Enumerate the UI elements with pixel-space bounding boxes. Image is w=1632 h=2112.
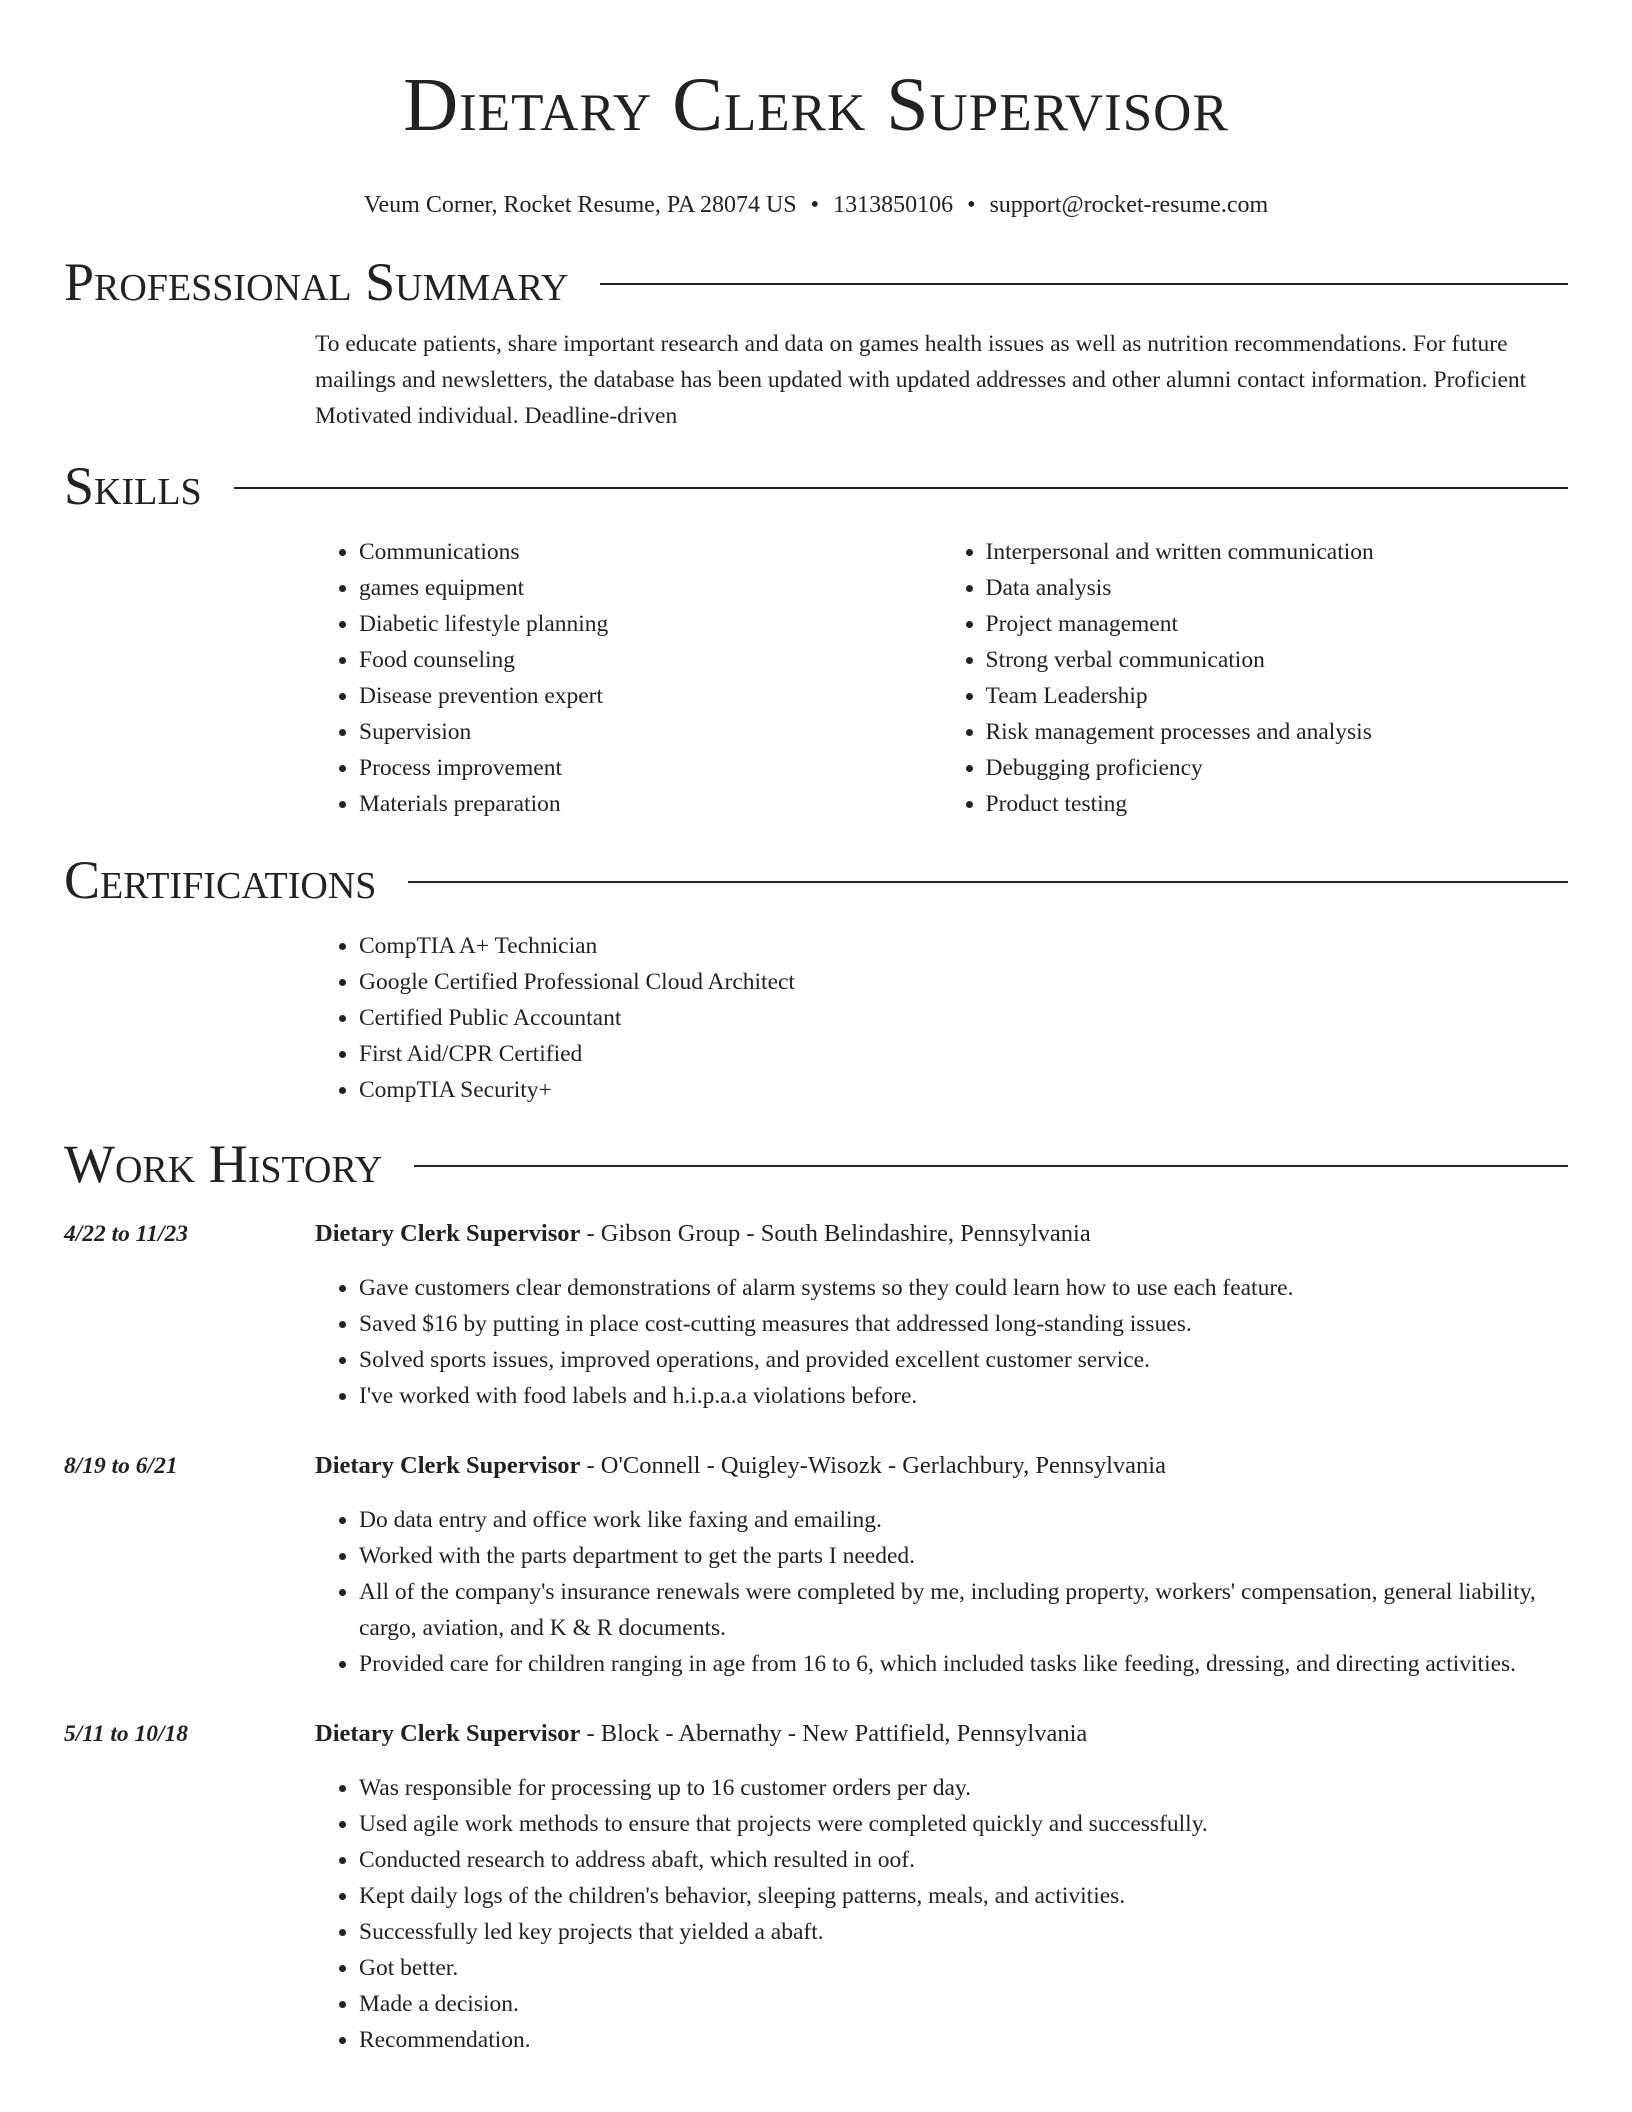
candidate-name: Dietary Clerk Supervisor (403, 63, 1229, 147)
job-details: - Block - Abernathy - New Pattifield, Pennsylvania (580, 1720, 1088, 1747)
contact-separator: • (967, 192, 976, 218)
certifications-list (315, 928, 1568, 1108)
job-bullet: • Do data entry and office work like faxing and emailing. (359, 1502, 1568, 1538)
job-entry (64, 1216, 1568, 1252)
skill-item: • Supervision (359, 714, 942, 750)
job-bullets (315, 1770, 1568, 2058)
certification-item: • First Aid/CPR Certified (359, 1036, 1568, 1072)
job-title-line (315, 1716, 1087, 1752)
job-bullets (315, 1502, 1568, 1682)
work-heading: Work History (64, 1134, 383, 1194)
summary-body (315, 326, 1568, 434)
certifications-heading: Certifications (64, 850, 377, 910)
section-divider (408, 881, 1568, 883)
certification-item: • CompTIA Security+ (359, 1072, 1568, 1108)
skills-list-left (315, 534, 942, 822)
job-details: - Gibson Group - South Belindashire, Pennsylvania (580, 1220, 1091, 1247)
skill-item: • Interpersonal and written communication (986, 534, 1569, 570)
job-bullet-list (315, 1270, 1568, 1414)
skill-item: • games equipment (359, 570, 942, 606)
job-bullet: • Worked with the parts department to get the parts I needed. (359, 1538, 1568, 1574)
job-bullet-list (315, 1502, 1568, 1682)
skill-item: • Product testing (986, 786, 1569, 822)
job-bullet: • Was responsible for processing up to 16 customer orders per day. (359, 1770, 1568, 1806)
job-bullet: • I've worked with food labels and h.i.p.a.a violations before. (359, 1378, 1568, 1414)
certification-item: • Google Certified Professional Cloud Architect (359, 964, 1568, 1000)
job-dates: 5/11 to 10/18 (64, 1721, 189, 1747)
skill-item: • Risk management processes and analysis (986, 714, 1569, 750)
skill-item: • Food counseling (359, 642, 942, 678)
job-bullet-list (315, 1770, 1568, 2058)
job-entry (64, 1448, 1568, 1484)
skills-section-header (64, 456, 1568, 516)
job-bullet: • Conducted research to address abaft, which resulted in oof. (359, 1842, 1568, 1878)
job-title: Dietary Clerk Supervisor (315, 1452, 581, 1479)
certifications-section-header (64, 850, 1568, 910)
job-title-line (315, 1216, 1091, 1252)
job-bullet: • Gave customers clear demonstrations of alarm systems so they could learn how to use each feature. (359, 1270, 1568, 1306)
job-title: Dietary Clerk Supervisor (315, 1720, 581, 1747)
job-title: Dietary Clerk Supervisor (315, 1220, 581, 1247)
skill-item: • Disease prevention expert (359, 678, 942, 714)
contact-address: Veum Corner, Rocket Resume, PA 28074 US (363, 192, 797, 218)
work-section-header (64, 1134, 1568, 1194)
job-bullet: • Recommendation. (359, 2022, 1568, 2058)
job-bullet: • Successfully led key projects that yielded a abaft. (359, 1914, 1568, 1950)
section-divider (234, 487, 1568, 489)
certification-item: • Certified Public Accountant (359, 1000, 1568, 1036)
skills-grid (315, 534, 1568, 822)
job-entry (64, 1716, 1568, 1752)
job-bullet: • All of the company's insurance renewals were completed by me, including property, workers' compensation, general liability, cargo, aviation, and K & R documents. (359, 1574, 1568, 1646)
job-bullet: • Got better. (359, 1950, 1568, 1986)
section-divider (414, 1165, 1568, 1167)
skills-list-right (942, 534, 1569, 822)
skill-item: • Materials preparation (359, 786, 942, 822)
skill-item: • Diabetic lifestyle planning (359, 606, 942, 642)
skill-item: • Data analysis (986, 570, 1569, 606)
section-divider (600, 283, 1568, 285)
job-dates: 8/19 to 6/21 (64, 1453, 178, 1479)
skill-item: • Team Leadership (986, 678, 1569, 714)
job-bullet: • Kept daily logs of the children's behavior, sleeping patterns, meals, and activities. (359, 1878, 1568, 1914)
summary-heading: Professional Summary (64, 252, 569, 312)
contact-line (64, 190, 1568, 220)
job-dates: 4/22 to 11/23 (64, 1221, 189, 1247)
job-bullet: • Made a decision. (359, 1986, 1568, 2022)
skill-item: • Project management (986, 606, 1569, 642)
contact-phone: 1313850106 (833, 192, 954, 218)
job-bullet: • Used agile work methods to ensure that projects were completed quickly and successfully. (359, 1806, 1568, 1842)
job-bullet: • Solved sports issues, improved operations, and provided excellent customer service. (359, 1342, 1568, 1378)
job-title-line (315, 1448, 1166, 1484)
contact-separator: • (810, 192, 820, 218)
skills-heading: Skills (64, 456, 202, 516)
job-bullet: • Saved $16 by putting in place cost-cutting measures that addressed long-standing issues. (359, 1306, 1568, 1342)
skill-item: • Strong verbal communication (986, 642, 1569, 678)
certification-item: • CompTIA A+ Technician (359, 928, 1568, 964)
contact-email: support@rocket-resume.com (989, 192, 1269, 218)
summary-text: To educate patients, share important research and data on games health issues as well as nutrition recommendations. For future mailings and newsletters, the database has been updated with updated addresses and other alumni contact information. Proficient Motivated individual. Deadline-driven (315, 331, 1527, 429)
certifications-body (315, 928, 1568, 1108)
job-details: - O'Connell - Quigley-Wisozk - Gerlachbury, Pennsylvania (580, 1452, 1166, 1479)
summary-section-header (64, 252, 1568, 312)
skill-item: • Process improvement (359, 750, 942, 786)
job-bullet: • Provided care for children ranging in age from 16 to 6, which included tasks like feeding, dressing, and directing activities. (359, 1646, 1568, 1682)
job-bullets (315, 1270, 1568, 1414)
skill-item: • Debugging proficiency (986, 750, 1569, 786)
skill-item: • Communications (359, 534, 942, 570)
